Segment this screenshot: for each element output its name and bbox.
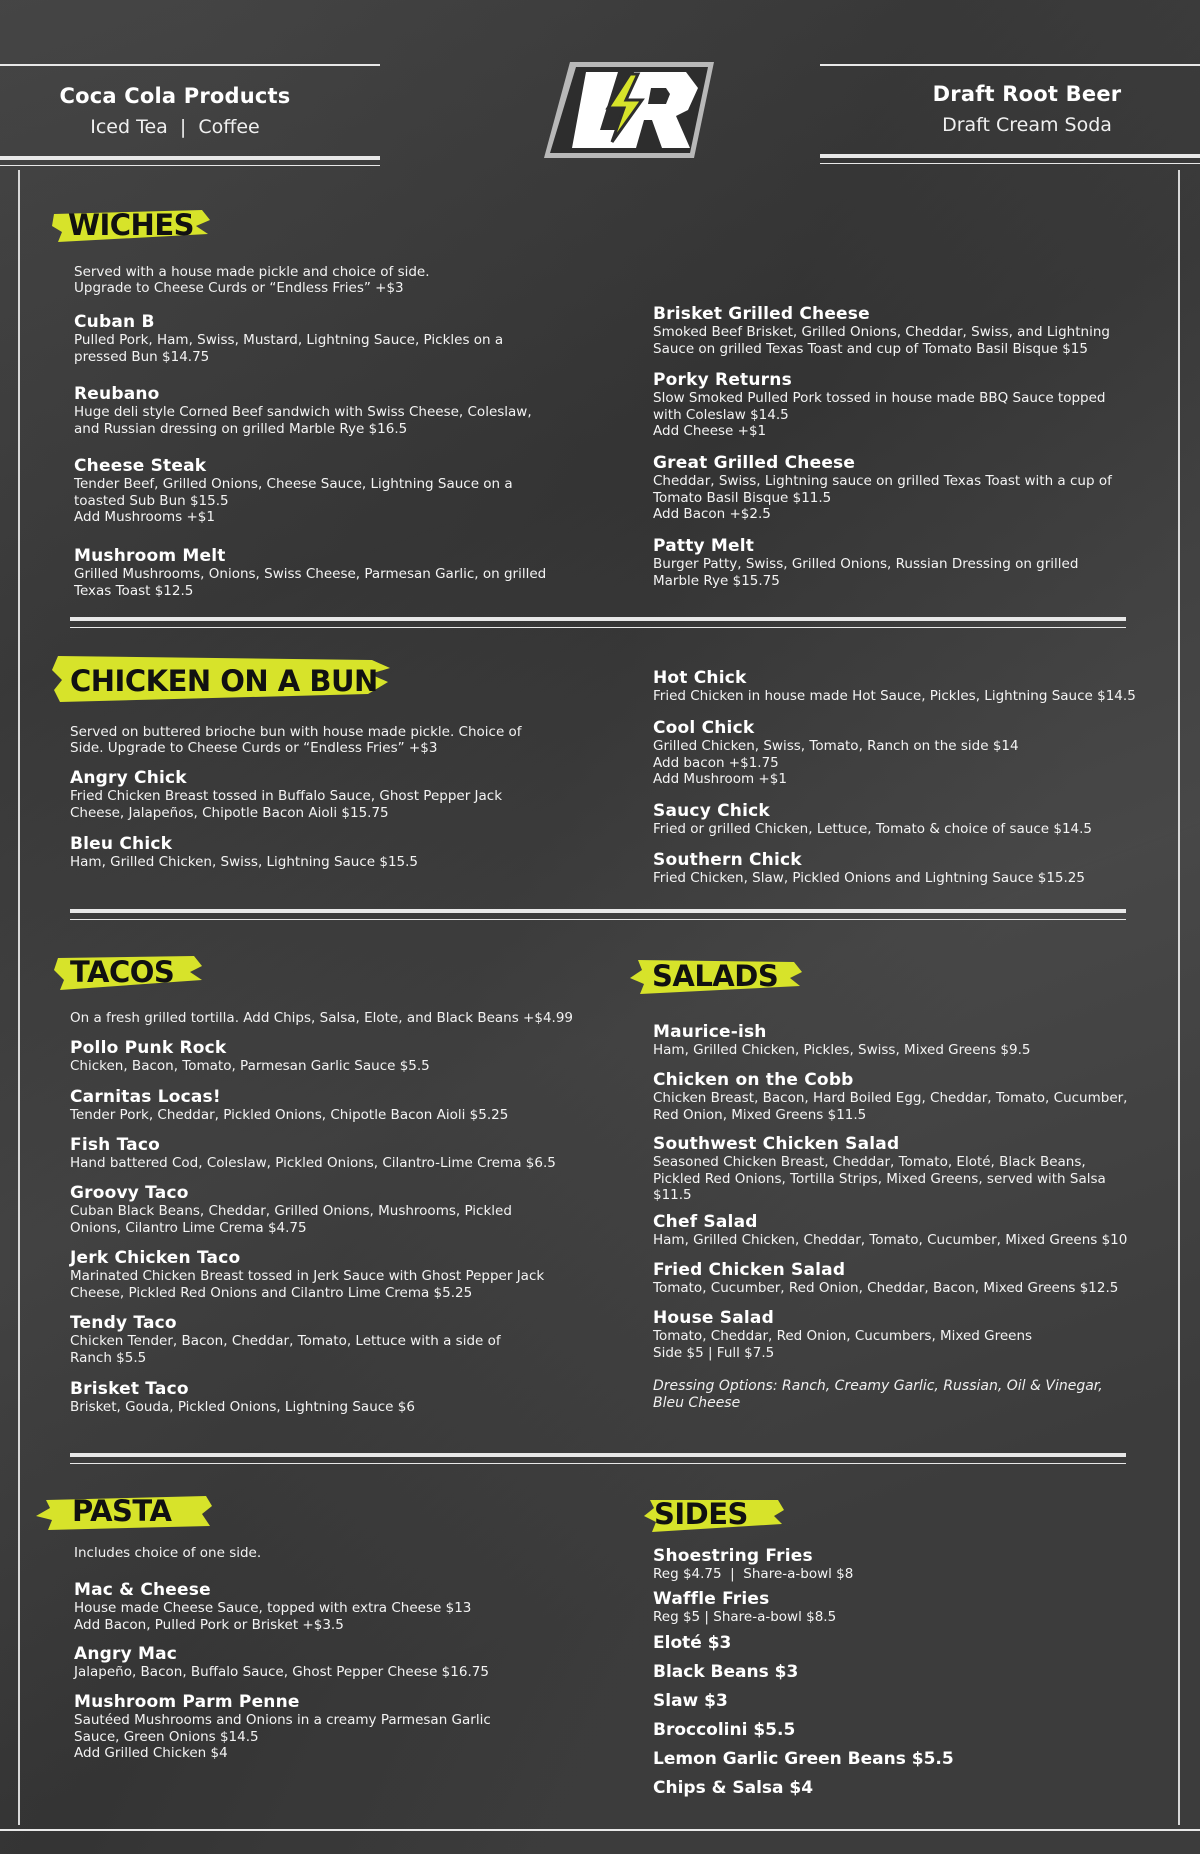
footer-rule — [0, 1829, 1200, 1831]
section-divider-thin — [70, 919, 1126, 920]
menu-item: Carnitas Locas! Tender Pork, Cheddar, Pickled Onions, Chipotle Bacon Aioli $5.25 — [70, 1087, 509, 1123]
header-right-subtitle: Draft Cream Soda — [942, 114, 1112, 136]
menu-item: Saucy Chick Fried or grilled Chicken, Lettuce, Tomato & choice of sauce $14.5 — [653, 801, 1093, 837]
menu-item: Patty Melt Burger Patty, Swiss, Grilled Onions, Russian Dressing on grilled Marble Rye $15.75 — [653, 536, 1079, 589]
wiches-intro: Served with a house made pickle and choice of side. Upgrade to Cheese Curds or “Endless Fries” +$3 — [74, 264, 430, 296]
section-divider-thin — [70, 627, 1126, 628]
menu-item: Groovy Taco Cuban Black Beans, Cheddar, Grilled Onions, Mushrooms, Pickled Onions, Cilantro Lime Crema $4.75 — [70, 1183, 512, 1236]
frame-left — [18, 170, 20, 1825]
menu-item: Jerk Chicken Taco Marinated Chicken Breast tossed in Jerk Sauce with Ghost Pepper Jack Cheese, Pickled Red Onions and Cilantro Lime Crema $5.25 — [70, 1248, 545, 1301]
menu-item: Reubano Huge deli style Corned Beef sandwich with Swiss Cheese, Coleslaw, and Russian dressing on grilled Marble Rye $16.5 — [74, 384, 532, 437]
header-rule-right-top — [820, 64, 1200, 66]
side-item: Lemon Garlic Green Beans $5.5 — [653, 1749, 954, 1769]
pasta-intro: Includes choice of one side. — [74, 1545, 262, 1561]
menu-item: Fish Taco Hand battered Cod, Coleslaw, Pickled Onions, Cilantro-Lime Crema $6.5 — [70, 1135, 556, 1171]
chicken-intro: Served on buttered brioche bun with house made pickle. Choice of Side. Upgrade to Cheese Curds or “Endless Fries” +$3 — [70, 724, 522, 756]
header-right — [892, 82, 1162, 136]
menu-item: Tendy Taco Chicken Tender, Bacon, Cheddar, Tomato, Lettuce with a side of Ranch $5.5 — [70, 1313, 501, 1366]
menu-item: Waffle Fries Reg $5 | Share-a-bowl $8.5 — [653, 1589, 837, 1625]
side-item: Chips & Salsa $4 — [653, 1778, 814, 1798]
header-left-subtitle: Iced Tea | Coffee — [90, 116, 260, 138]
menu-item: Mac & Cheese House made Cheese Sauce, topped with extra Cheese $13 Add Bacon, Pulled Pork or Brisket +$3.5 — [74, 1580, 472, 1633]
menu-item: Shoestring Fries Reg $4.75 | Share-a-bowl $8 — [653, 1546, 854, 1582]
section-title-salads: SALADS — [630, 956, 778, 993]
section-title-chicken: CHICKEN ON A BUN — [52, 650, 378, 698]
header-rule-left-bottom-thin — [0, 165, 380, 166]
section-title-wiches: WICHES — [52, 206, 194, 242]
section-divider — [70, 909, 1126, 913]
menu-item: Chicken on the Cobb Chicken Breast, Bacon, Hard Boiled Egg, Cheddar, Tomato, Cucumber, Red Onion, Mixed Greens $11.5 — [653, 1070, 1128, 1123]
menu-item: Angry Chick Fried Chicken Breast tossed in Buffalo Sauce, Ghost Pepper Jack Cheese, Jalapeños, Chipotle Bacon Aioli $15.75 — [70, 768, 503, 821]
menu-item: Cheese Steak Tender Beef, Grilled Onions, Cheese Sauce, Lightning Sauce on a toasted Sub Bun $15.5 Add Mushrooms +$1 — [74, 456, 513, 525]
section-title-tacos: TACOS — [54, 952, 174, 989]
menu-item: Chef Salad Ham, Grilled Chicken, Cheddar, Tomato, Cucumber, Mixed Greens $10 — [653, 1212, 1128, 1248]
menu-item: Cuban B Pulled Pork, Ham, Swiss, Mustard, Lightning Sauce, Pickles on a pressed Bun $14.75 — [74, 312, 504, 365]
section-divider-thin — [70, 1463, 1126, 1464]
menu-item: Southern Chick Fried Chicken, Slaw, Pickled Onions and Lightning Sauce $15.25 — [653, 850, 1085, 886]
menu-item: Porky Returns Slow Smoked Pulled Pork tossed in house made BBQ Sauce topped with Coleslaw $14.5 Add Cheese +$1 — [653, 370, 1106, 439]
side-item: Eloté $3 — [653, 1633, 732, 1653]
header-left — [40, 84, 310, 138]
header-right-title: Draft Root Beer — [932, 82, 1122, 106]
section-title-pasta: PASTA — [36, 1492, 171, 1528]
dressing-options: Dressing Options: Ranch, Creamy Garlic, Russian, Oil & Vinegar, Bleu Cheese — [653, 1378, 1103, 1411]
menu-item: Brisket Grilled Cheese Smoked Beef Brisket, Grilled Onions, Cheddar, Swiss, and Lightning Sauce on grilled Texas Toast and cup of Tomato Basil Bisque $15 — [653, 304, 1110, 357]
menu-item: Brisket Taco Brisket, Gouda, Pickled Onions, Lightning Sauce $6 — [70, 1379, 415, 1415]
menu-item: House Salad Tomato, Cheddar, Red Onion, Cucumbers, Mixed Greens Side $5 | Full $7.5 — [653, 1308, 1033, 1361]
side-item: Slaw $3 — [653, 1691, 728, 1711]
header-rule-right-bottom — [820, 154, 1200, 158]
section-title-sides: SIDES — [644, 1494, 748, 1531]
side-item: Black Beans $3 — [653, 1662, 799, 1682]
menu-item: Cool Chick Grilled Chicken, Swiss, Tomato, Ranch on the side $14 Add bacon +$1.75 Add Mushroom +$1 — [653, 718, 1019, 787]
tacos-intro: On a fresh grilled tortilla. Add Chips, Salsa, Elote, and Black Beans +$4.99 — [70, 1010, 574, 1026]
menu-item: Pollo Punk Rock Chicken, Bacon, Tomato, Parmesan Garlic Sauce $5.5 — [70, 1038, 430, 1074]
side-item: Broccolini $5.5 — [653, 1720, 796, 1740]
menu-item: Mushroom Melt Grilled Mushrooms, Onions, Swiss Cheese, Parmesan Garlic, on grilled Texas Toast $12.5 — [74, 546, 547, 599]
menu-item: Fried Chicken Salad Tomato, Cucumber, Red Onion, Cheddar, Bacon, Mixed Greens $12.5 — [653, 1260, 1119, 1296]
menu-item: Southwest Chicken Salad Seasoned Chicken Breast, Cheddar, Tomato, Eloté, Black Beans, Pickled Red Onions, Tortilla Strips, Mixed Greens, served with Salsa $11.5 — [653, 1134, 1106, 1203]
section-divider — [70, 1453, 1126, 1457]
frame-right — [1178, 170, 1180, 1825]
menu-item: Hot Chick Fried Chicken in house made Hot Sauce, Pickles, Lightning Sauce $14.5 — [653, 668, 1136, 704]
header-rule-left-top — [0, 64, 380, 66]
header-rule-right-bottom-thin — [820, 163, 1200, 164]
brand-logo — [538, 58, 722, 162]
menu-item: Bleu Chick Ham, Grilled Chicken, Swiss, Lightning Sauce $15.5 — [70, 834, 419, 870]
header-left-title: Coca Cola Products — [59, 84, 291, 108]
section-divider — [70, 617, 1126, 621]
menu-item: Angry Mac Jalapeño, Bacon, Buffalo Sauce, Ghost Pepper Cheese $16.75 — [74, 1644, 489, 1680]
menu-item: Great Grilled Cheese Cheddar, Swiss, Lightning sauce on grilled Texas Toast with a cup of Tomato Basil Bisque $11.5 Add Bacon +$2.5 — [653, 453, 1112, 522]
menu-item: Maurice-ish Ham, Grilled Chicken, Pickles, Swiss, Mixed Greens $9.5 — [653, 1022, 1031, 1058]
header-rule-left-bottom — [0, 156, 380, 160]
menu-item: Mushroom Parm Penne Sautéed Mushrooms and Onions in a creamy Parmesan Garlic Sauce, Green Onions $14.5 Add Grilled Chicken $4 — [74, 1692, 491, 1761]
